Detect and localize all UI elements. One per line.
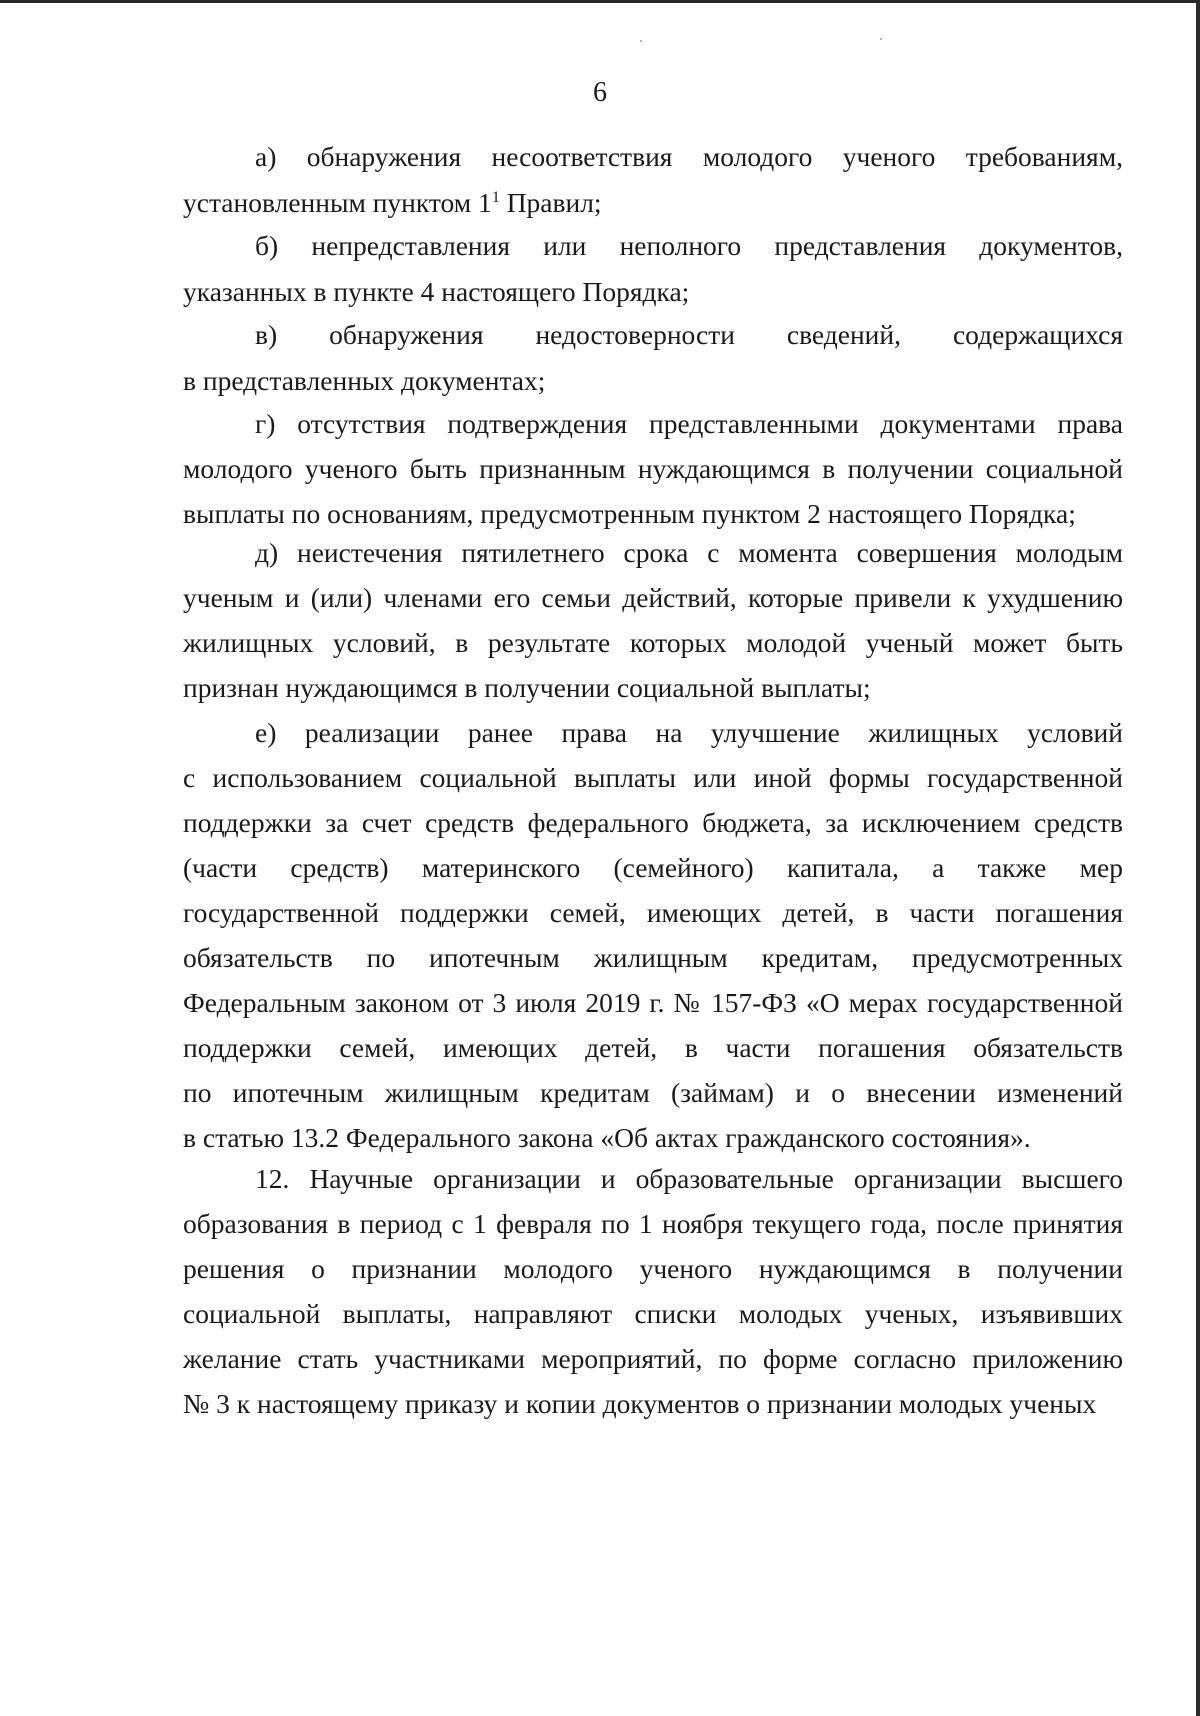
page-number: 6	[593, 77, 607, 108]
text-line: жилищных условий, в результате которых молодой ученый может быть	[183, 627, 1123, 658]
paragraph	[183, 401, 1123, 536]
text-line: д) неистечения пятилетнего срока с момента совершения молодым	[255, 537, 1123, 568]
text-line: № 3 к настоящему приказу и копии документов о признании молодых ученых	[183, 1388, 1097, 1419]
superscript: 1	[491, 188, 500, 206]
text-line: с использованием социальной выплаты или иной формы государственной	[183, 762, 1123, 793]
scan-speck	[880, 38, 882, 40]
paragraph	[183, 223, 1123, 315]
text-line: ученым и (или) членами его семьи действий, которые привели к ухудшению	[183, 582, 1123, 613]
text-line: а) обнаружения несоответствия молодого ученого требованиям,	[255, 141, 1123, 172]
paragraph	[183, 134, 1123, 226]
scan-speck	[640, 40, 642, 42]
text-line: г) отсутствия подтверждения представленными документами права	[255, 408, 1123, 439]
text-line: обязательств по ипотечным жилищным кредитам, предусмотренных	[183, 942, 1123, 973]
text-line: решения о признании молодого ученого нуждающимся в получении	[183, 1253, 1123, 1284]
text-line: указанных в пункте 4 настоящего Порядка;	[183, 276, 690, 307]
text-line: в представленных документах;	[183, 365, 546, 396]
text-line: в) обнаружения недостоверности сведений, содержащихся	[255, 319, 1123, 350]
text-line: б) непредставления или неполного представления документов,	[255, 230, 1123, 261]
text-line: молодого ученого быть признанным нуждающимся в получении социальной	[183, 453, 1123, 484]
text-line: поддержки за счет средств федерального бюджета, за исключением средств	[183, 807, 1123, 838]
text-line: Федеральным законом от 3 июля 2019 г. № 157-ФЗ «О мерах государственной	[183, 987, 1123, 1018]
text-line: выплаты по основаниям, предусмотренным пунктом 2 настоящего Порядка;	[183, 498, 1076, 529]
paragraph	[183, 1156, 1123, 1426]
text-tail: Правил;	[499, 187, 602, 218]
text-line: (части средств) материнского (семейного) капитала, а также мер	[183, 852, 1123, 883]
scan-edge-top	[0, 0, 1200, 3]
text-line: социальной выплаты, направляют списки молодых ученых, изъявивших	[183, 1298, 1123, 1329]
text-line: желание стать участниками мероприятий, по форме согласно приложению	[183, 1343, 1123, 1374]
text-line: по ипотечным жилищным кредитам (займам) и о внесении изменений	[183, 1077, 1123, 1108]
text-line: поддержки семей, имеющих детей, в части погашения обязательств	[183, 1032, 1123, 1063]
paragraph	[183, 710, 1123, 1160]
text-line: 12. Научные организации и образовательные организации высшего	[255, 1163, 1123, 1194]
paragraph	[183, 530, 1123, 710]
text-line: в статью 13.2 Федерального закона «Об актах гражданского состояния».	[183, 1122, 1031, 1153]
text-line: признан нуждающимся в получении социальной выплаты;	[183, 672, 871, 703]
text-line: образования в период с 1 февраля по 1 ноября текущего года, после принятия	[183, 1208, 1123, 1239]
scan-edge-right	[1196, 0, 1200, 1716]
paragraph	[183, 312, 1123, 404]
text-line: е) реализации ранее права на улучшение жилищных условий	[255, 717, 1123, 748]
text-line: государственной поддержки семей, имеющих детей, в части погашения	[183, 897, 1123, 928]
text-line: установленным пунктом $1^1$ Правил;	[183, 187, 602, 218]
